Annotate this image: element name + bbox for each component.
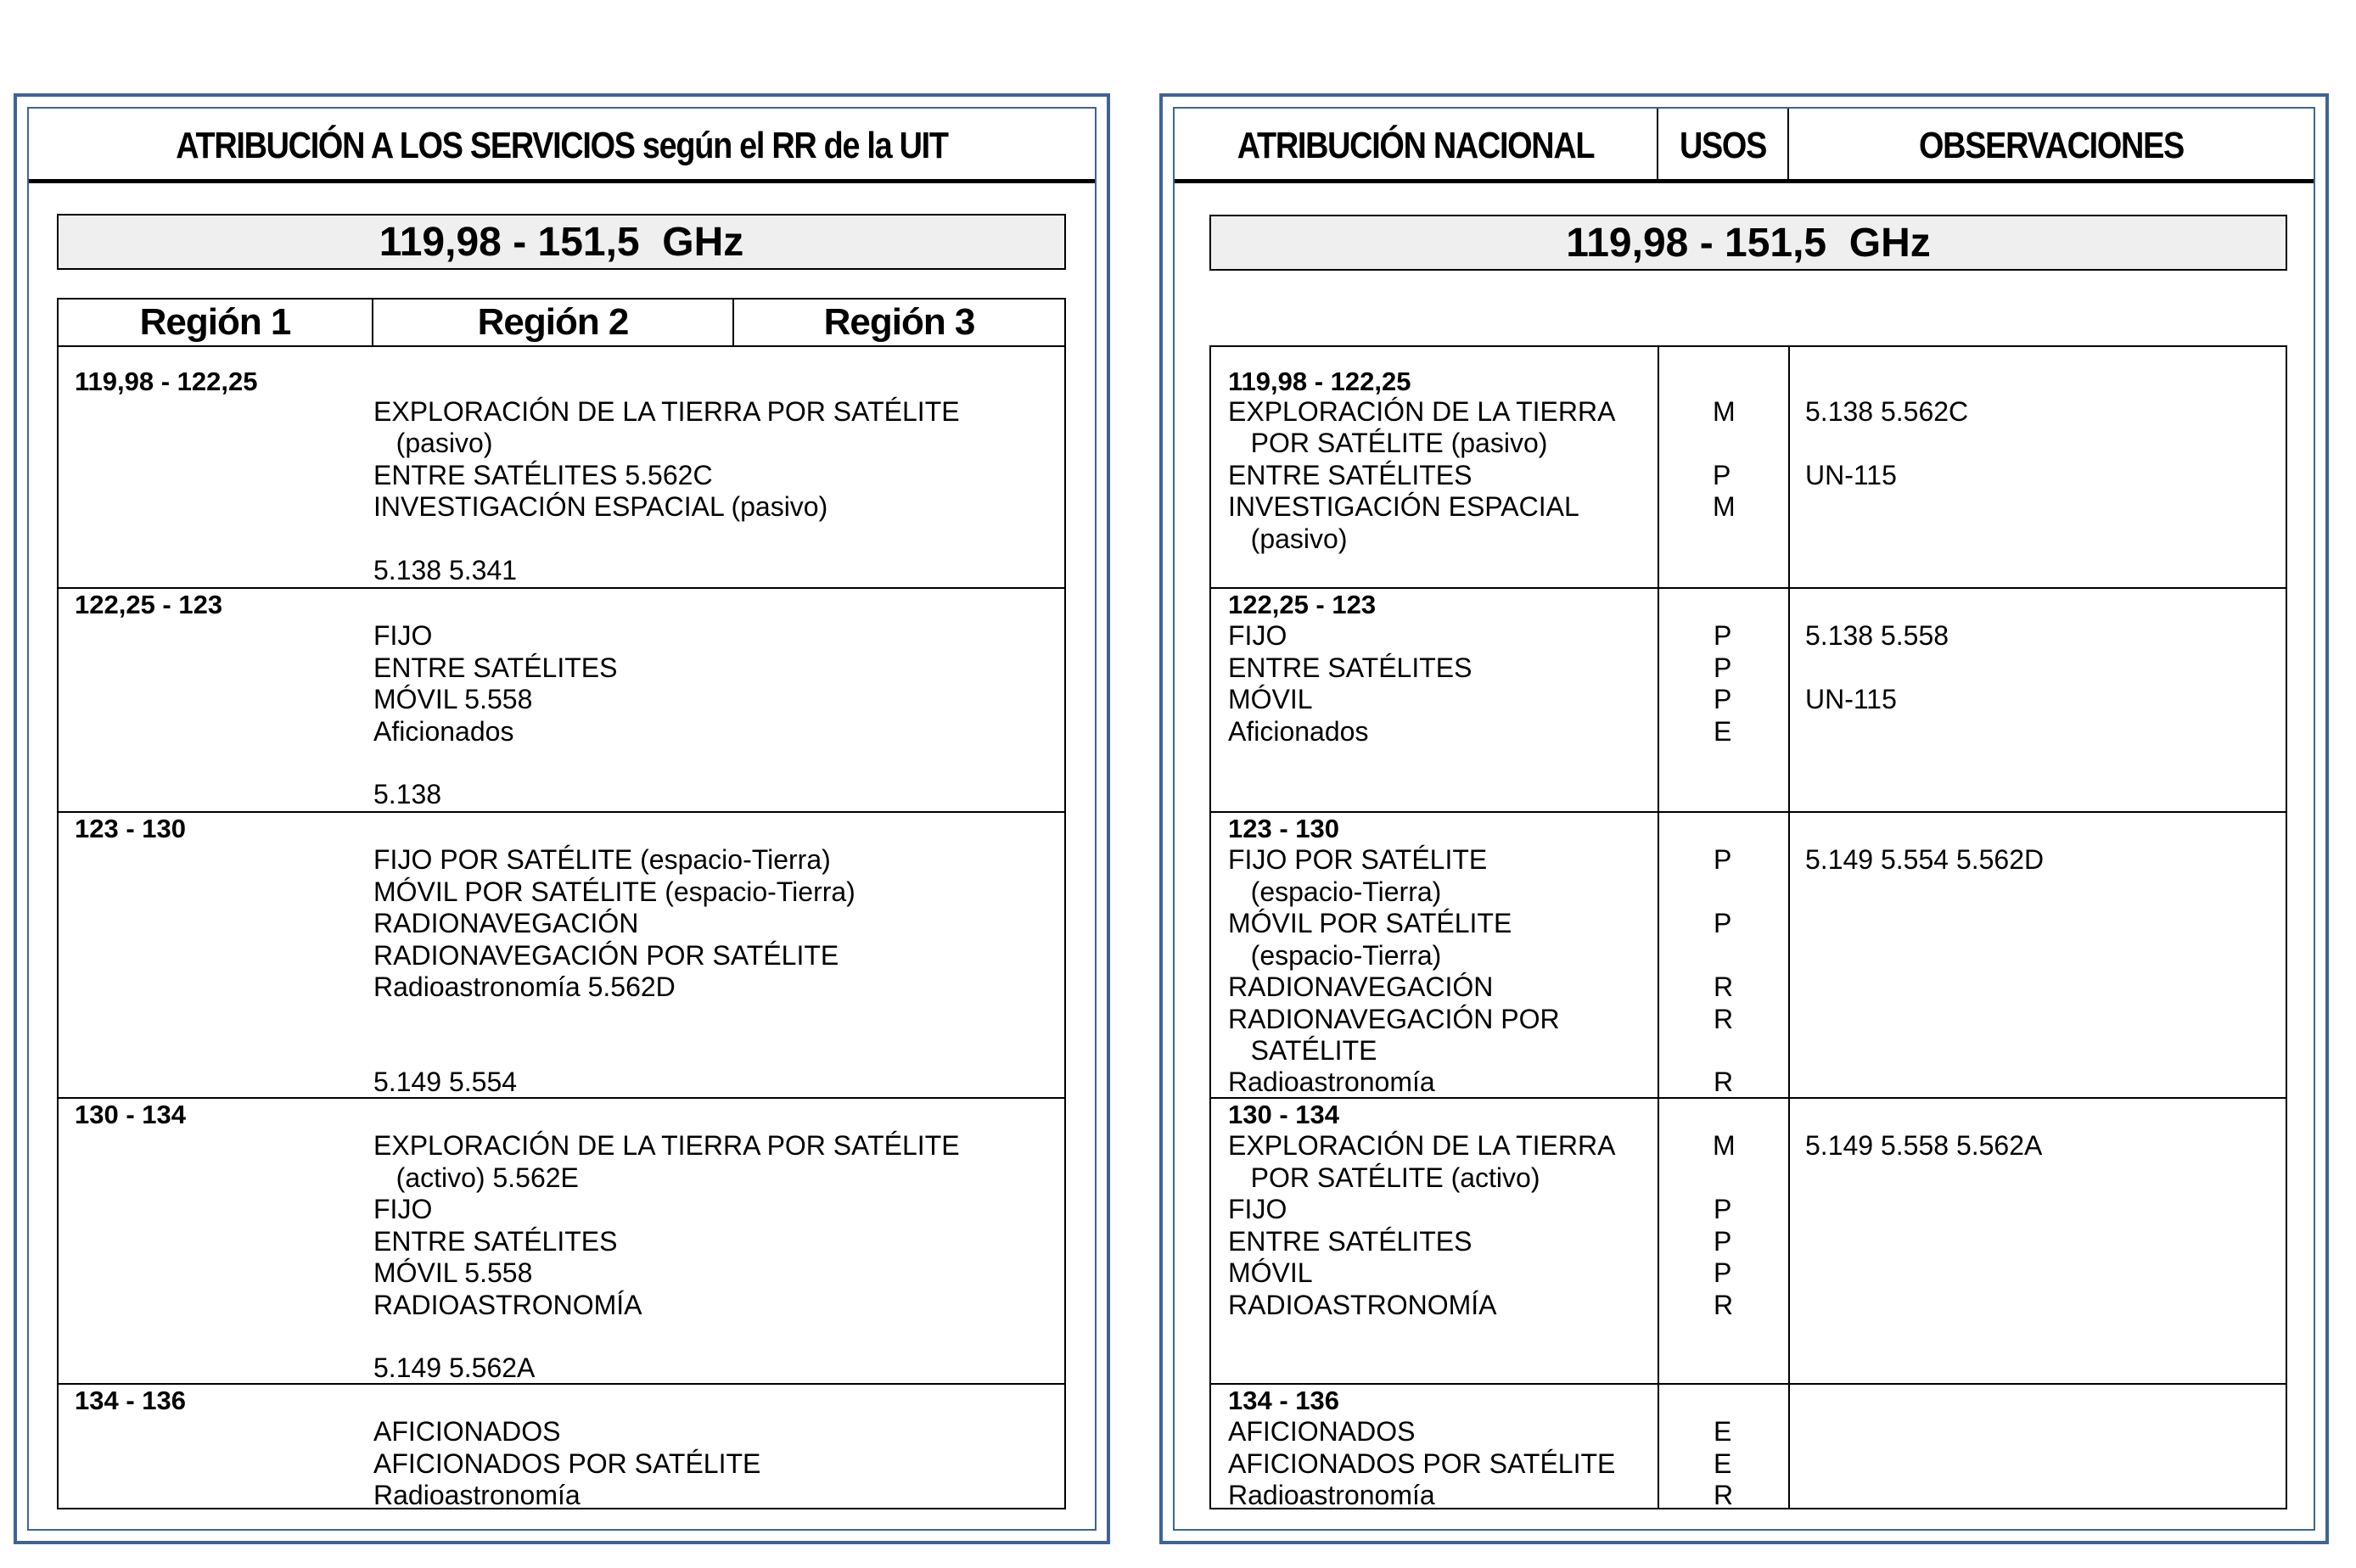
left-allocation-table bbox=[57, 345, 1066, 1509]
national-row-134-136 bbox=[1211, 1383, 2286, 1509]
uso-code: P bbox=[1714, 1226, 1732, 1257]
service-line: ENTRE SATÉLITES bbox=[1228, 460, 1472, 490]
uso-code: E bbox=[1714, 1448, 1732, 1479]
service-line: MÓVIL 5.558 bbox=[373, 1257, 533, 1288]
service-line: Radioastronomía bbox=[1228, 1067, 1435, 1097]
service-line: FIJO bbox=[373, 620, 433, 651]
national-row-122-123 bbox=[1211, 587, 2286, 811]
service-line: MÓVIL bbox=[1228, 684, 1313, 714]
service-line: INVESTIGACIÓN ESPACIAL (pasivo) bbox=[373, 491, 828, 522]
left-header-rule bbox=[29, 179, 1095, 183]
national-allocation-table bbox=[1209, 345, 2287, 1509]
service-line: ENTRE SATÉLITES bbox=[1228, 1226, 1472, 1257]
left-row-122-123 bbox=[59, 587, 1064, 811]
service-line: AFICIONADOS bbox=[373, 1416, 561, 1447]
region-2-label: Región 2 bbox=[372, 300, 732, 345]
service-line: FIJO bbox=[1228, 1194, 1287, 1224]
left-row-130-134 bbox=[59, 1097, 1064, 1383]
service-line: AFICIONADOS bbox=[1228, 1416, 1416, 1447]
service-line: MÓVIL 5.558 bbox=[373, 684, 533, 714]
freq-range: 134 - 136 bbox=[75, 1386, 186, 1415]
uso-code: R bbox=[1714, 1480, 1734, 1510]
service-line: RADIOASTRONOMÍA bbox=[373, 1290, 642, 1320]
uso-code: R bbox=[1714, 1067, 1734, 1097]
observation: 5.138 5.558 bbox=[1805, 620, 1949, 651]
footnotes: 5.149 5.562A bbox=[373, 1352, 536, 1383]
service-line: MÓVIL POR SATÉLITE bbox=[1228, 908, 1512, 938]
uso-code: E bbox=[1714, 1416, 1732, 1447]
freq-range: 130 - 134 bbox=[1228, 1100, 1339, 1129]
service-line: RADIONAVEGACIÓN POR bbox=[1228, 1004, 1560, 1034]
uso-code: P bbox=[1714, 908, 1732, 938]
uso-code: P bbox=[1714, 620, 1732, 651]
left-row-119-122 bbox=[59, 347, 1064, 587]
service-line: EXPLORACIÓN DE LA TIERRA bbox=[1228, 1130, 1616, 1161]
freq-range: 119,98 - 122,25 bbox=[1228, 367, 1411, 396]
uso-code: M bbox=[1713, 396, 1736, 427]
service-line: Radioastronomía 5.562D bbox=[373, 972, 676, 1002]
header-observaciones: OBSERVACIONES bbox=[1919, 125, 2184, 166]
national-row-123-130 bbox=[1211, 811, 2286, 1097]
service-line: MÓVIL POR SATÉLITE (espacio-Tierra) bbox=[373, 876, 855, 907]
service-line: EXPLORACIÓN DE LA TIERRA bbox=[1228, 396, 1616, 427]
uso-code: M bbox=[1713, 491, 1736, 522]
freq-range: 134 - 136 bbox=[1228, 1386, 1339, 1415]
uso-code: P bbox=[1714, 844, 1732, 875]
freq-range: 122,25 - 123 bbox=[75, 590, 223, 619]
service-line: Radioastronomía bbox=[373, 1480, 581, 1510]
service-line: FIJO bbox=[1228, 620, 1287, 651]
service-line: (pasivo) bbox=[373, 428, 493, 458]
freq-range: 123 - 130 bbox=[1228, 814, 1339, 843]
observation: 5.149 5.554 5.562D bbox=[1805, 844, 2045, 875]
uso-code: R bbox=[1714, 1004, 1734, 1034]
service-line: (espacio-Tierra) bbox=[1228, 876, 1442, 907]
observation: 5.138 5.562C bbox=[1805, 396, 1969, 427]
service-line: Aficionados bbox=[1228, 716, 1369, 747]
service-line: ENTRE SATÉLITES bbox=[373, 652, 618, 683]
left-band-title: 119,98 - 151,5 GHz bbox=[57, 214, 1066, 270]
header-atribucion-nacional: ATRIBUCIÓN NACIONAL bbox=[1237, 125, 1595, 166]
footnotes: 5.149 5.554 bbox=[373, 1067, 518, 1097]
footnotes: 5.138 bbox=[373, 779, 442, 809]
freq-range: 123 - 130 bbox=[75, 814, 186, 843]
observation: UN-115 bbox=[1805, 684, 1897, 714]
uso-code: R bbox=[1714, 1290, 1734, 1320]
service-line: INVESTIGACIÓN ESPACIAL bbox=[1228, 491, 1579, 522]
service-line: (espacio-Tierra) bbox=[1228, 940, 1442, 971]
service-line: POR SATÉLITE (activo) bbox=[1228, 1162, 1540, 1193]
uso-code: P bbox=[1714, 1257, 1732, 1288]
uso-code: P bbox=[1714, 1194, 1732, 1224]
service-line: Aficionados bbox=[373, 716, 514, 747]
freq-range: 130 - 134 bbox=[75, 1100, 186, 1129]
service-line: EXPLORACIÓN DE LA TIERRA POR SATÉLITE bbox=[373, 396, 960, 427]
service-line: FIJO POR SATÉLITE (espacio-Tierra) bbox=[373, 844, 831, 875]
service-line: ENTRE SATÉLITES 5.562C bbox=[373, 460, 713, 490]
national-row-119-122 bbox=[1211, 347, 2286, 587]
service-line: (activo) 5.562E bbox=[373, 1162, 579, 1193]
service-line: RADIOASTRONOMÍA bbox=[1228, 1290, 1497, 1320]
region-1-label: Región 1 bbox=[139, 301, 291, 343]
service-line: POR SATÉLITE (pasivo) bbox=[1228, 428, 1548, 458]
service-line: ENTRE SATÉLITES bbox=[1228, 652, 1472, 683]
national-row-130-134 bbox=[1211, 1097, 2286, 1383]
left-header-title: ATRIBUCIÓN A LOS SERVICIOS según el RR de la UIT bbox=[176, 125, 948, 166]
uso-code: P bbox=[1714, 652, 1732, 683]
left-row-123-130 bbox=[59, 811, 1064, 1097]
right-header-rule bbox=[1175, 179, 2314, 183]
freq-range: 119,98 - 122,25 bbox=[75, 367, 258, 396]
header-divider bbox=[1787, 109, 1789, 182]
service-line: EXPLORACIÓN DE LA TIERRA POR SATÉLITE bbox=[373, 1130, 960, 1161]
service-line: AFICIONADOS POR SATÉLITE bbox=[1228, 1448, 1616, 1479]
service-line: ENTRE SATÉLITES bbox=[373, 1226, 618, 1257]
uso-code: R bbox=[1714, 972, 1734, 1002]
uso-code: M bbox=[1713, 1130, 1736, 1161]
header-usos: USOS bbox=[1679, 125, 1767, 166]
right-band-title: 119,98 - 151,5 GHz bbox=[1209, 215, 2287, 271]
service-line: RADIONAVEGACIÓN bbox=[373, 908, 639, 938]
service-line: Radioastronomía bbox=[1228, 1480, 1435, 1510]
service-line: MÓVIL bbox=[1228, 1257, 1313, 1288]
service-line: RADIONAVEGACIÓN POR SATÉLITE bbox=[373, 940, 839, 971]
region-3-label: Región 3 bbox=[732, 300, 1064, 345]
service-line: FIJO bbox=[373, 1194, 433, 1224]
uso-code: P bbox=[1713, 460, 1731, 490]
uso-code: P bbox=[1714, 684, 1732, 714]
service-line: (pasivo) bbox=[1228, 524, 1348, 554]
footnotes: 5.138 5.341 bbox=[373, 555, 518, 585]
observation: 5.149 5.558 5.562A bbox=[1805, 1130, 2043, 1161]
service-line: RADIONAVEGACIÓN bbox=[1228, 972, 1494, 1002]
uso-code: E bbox=[1714, 716, 1732, 747]
left-row-134-136 bbox=[59, 1383, 1064, 1509]
left-region-header bbox=[57, 298, 1066, 347]
header-divider bbox=[1657, 109, 1658, 182]
freq-range: 122,25 - 123 bbox=[1228, 590, 1377, 619]
service-line: FIJO POR SATÉLITE bbox=[1228, 844, 1488, 875]
service-line: AFICIONADOS POR SATÉLITE bbox=[373, 1448, 761, 1479]
observation: UN-115 bbox=[1805, 460, 1897, 490]
service-line: SATÉLITE bbox=[1228, 1035, 1377, 1066]
